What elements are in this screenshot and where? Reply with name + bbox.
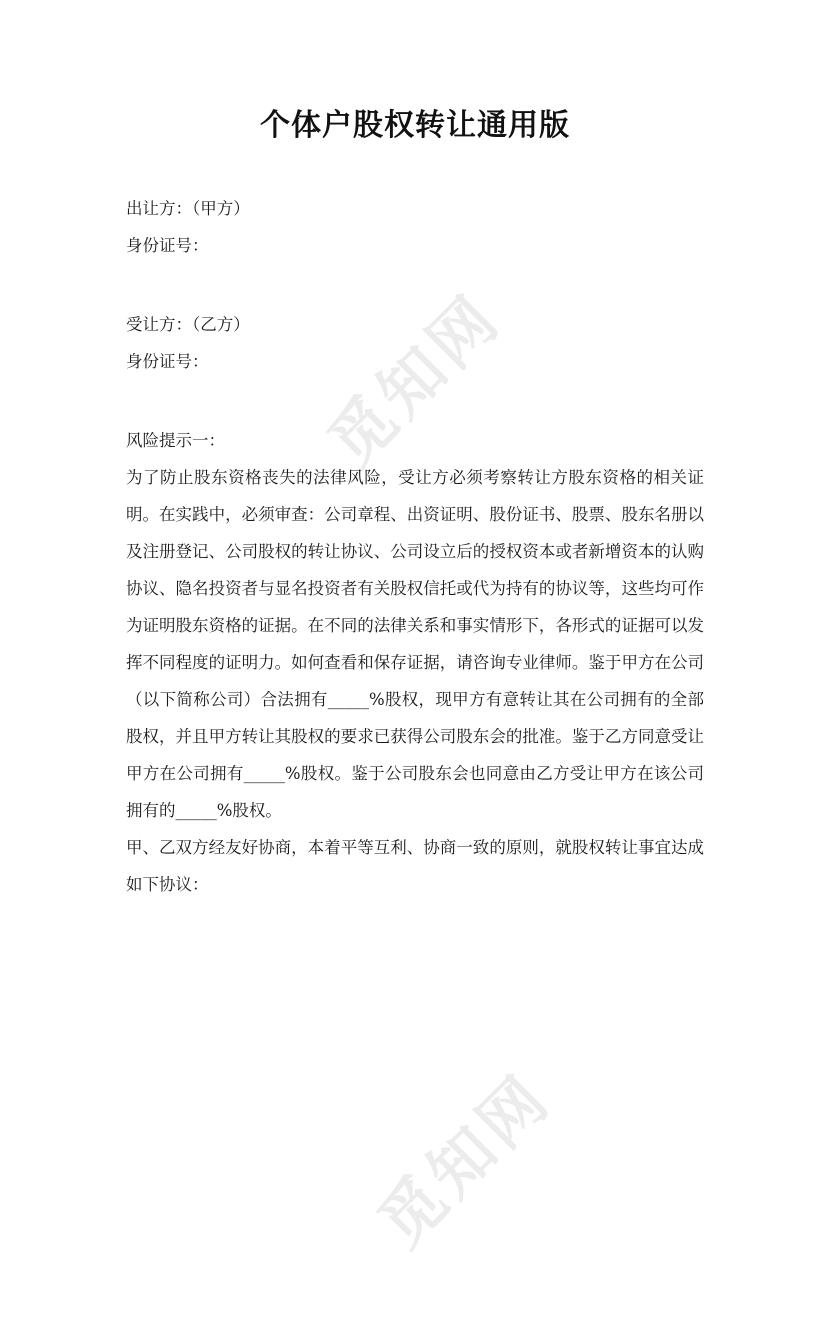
watermark-text: 觅知网 [315,280,516,482]
agreement-paragraph: 甲、乙双方经友好协商，本着平等互利、协商一致的原则，就股权转让事宜达成如下协议： [126,838,704,894]
spacer [126,264,704,306]
transferor-id-label: 身份证号： [126,236,209,255]
document-body [126,190,704,903]
transferor-label: 出让方：（甲方） [126,199,250,218]
risk-paragraph: 为了防止股东资格丧失的法律风险，受让方必须考察转让方股东资格的相关证明。在实践中，必须审查：公司章程、出资证明、股份证书、股票、股东名册以及注册登记、公司股权的转让协议、公司设立后的授权资本或者新增资本的认购协议、隐名投资者与显名投资者有关股权信托或代为持有的协议等，这些均可作为证明股东资格的证据。在不同的法律关系和事实情形下，各形式的证据可以发挥不同程度的证明力。如何查看和保存证据，请咨询专业律师。鉴于甲方在公司（以下简称公司）合法拥有_____%股权，现甲方有意转让其在公司拥有的全部股权，并且甲方转让其股权的要求已获得公司股东会的批准。鉴于乙方同意受让甲方在公司拥有_____%股权。鉴于公司股东会也同意由乙方受让甲方在该公司拥有的_____%股权。 [126,468,704,820]
watermark-bottom [354,1014,665,1325]
document-title: 个体户股权转让通用版 [260,108,570,143]
watermark-text-bottom: 觅知网 [365,1060,566,1262]
transferee-label: 受让方：（乙方） [126,315,250,334]
risk-heading: 风险提示一： [126,431,225,450]
spacer [126,380,704,422]
transferee-id-label: 身份证号： [126,352,209,371]
